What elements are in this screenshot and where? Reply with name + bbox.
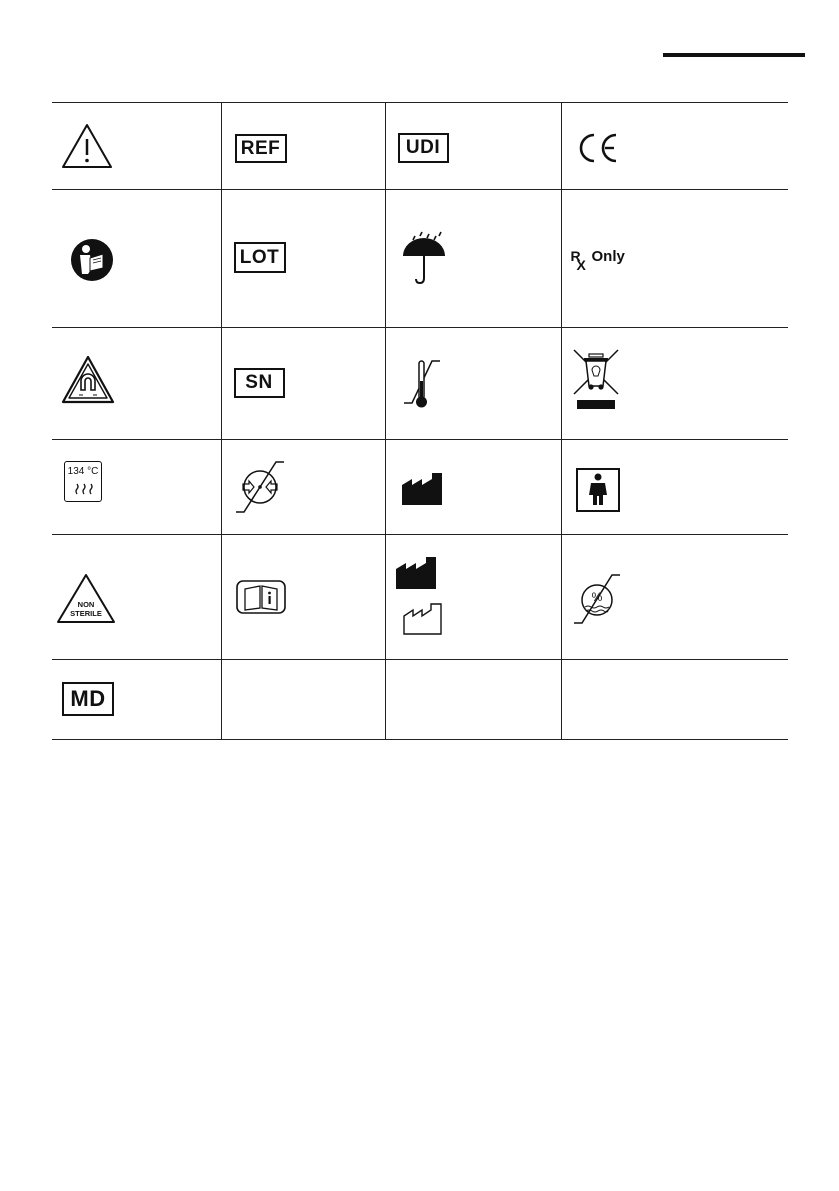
rx-x: X <box>576 257 586 273</box>
symbol-cell <box>52 103 221 190</box>
non-sterile-icon <box>55 573 117 625</box>
symbol-cell <box>52 328 221 440</box>
symbols-table <box>52 102 788 740</box>
symbol-cell <box>52 190 221 328</box>
date-of-manufacture-icon <box>403 603 443 635</box>
non-sterile-line1: NON <box>77 600 95 609</box>
type-b-applied-part-icon <box>576 468 620 512</box>
symbol-cell-empty <box>561 660 788 740</box>
temperature-limit-icon <box>402 357 442 413</box>
symbol-cell <box>52 440 221 535</box>
symbols-row <box>52 190 788 328</box>
rx-r: R <box>570 248 581 264</box>
warning-triangle-icon <box>61 123 113 169</box>
manufacturer-date-icon <box>395 556 437 590</box>
symbol-cell <box>52 535 221 660</box>
sterilize-temp-label: 134 °C <box>67 466 99 477</box>
ce-mark-icon <box>576 132 620 164</box>
serial-number-icon: SN <box>234 368 285 398</box>
symbol-cell <box>385 103 561 190</box>
symbol-cell <box>561 535 788 660</box>
mr-unsafe-icon <box>61 355 115 405</box>
symbol-cell <box>561 328 788 440</box>
symbol-cell <box>221 190 385 328</box>
symbol-cell <box>221 103 385 190</box>
symbol-cell <box>221 535 385 660</box>
symbol-cell-empty <box>221 660 385 740</box>
keep-dry-icon <box>400 228 448 286</box>
symbols-row <box>52 535 788 660</box>
udi-icon: UDI <box>398 133 449 163</box>
symbol-cell <box>561 190 788 328</box>
symbol-cell <box>221 440 385 535</box>
symbol-cell <box>385 190 561 328</box>
read-manual-icon <box>70 238 114 282</box>
symbols-row <box>52 660 788 740</box>
symbols-row <box>52 328 788 440</box>
humidity-percent-label: % <box>591 590 602 604</box>
symbol-cell <box>385 535 561 660</box>
humidity-limit-icon <box>572 571 622 625</box>
symbol-cell <box>221 328 385 440</box>
header-rule <box>663 53 805 57</box>
medical-device-icon: MD <box>62 682 114 716</box>
rx-only-label: Only <box>591 248 625 265</box>
symbols-row <box>52 103 788 190</box>
non-sterile-line2: STERILE <box>70 609 102 618</box>
symbol-cell <box>385 328 561 440</box>
pressure-limit-icon <box>234 458 286 514</box>
symbol-cell <box>561 103 788 190</box>
symbol-cell <box>561 440 788 535</box>
weee-bin-icon <box>572 348 622 414</box>
symbol-cell <box>385 440 561 535</box>
steam-icon <box>74 482 94 496</box>
rx-only-icon <box>562 190 789 327</box>
electronic-ifu-icon <box>236 580 286 614</box>
symbol-cell <box>52 660 221 740</box>
manufacturer-icon <box>401 472 443 506</box>
symbols-row <box>52 440 788 535</box>
lot-icon: LOT <box>234 242 286 273</box>
sterilize-134c-icon <box>64 461 102 502</box>
symbol-cell-empty <box>385 660 561 740</box>
ref-icon: REF <box>235 134 287 163</box>
